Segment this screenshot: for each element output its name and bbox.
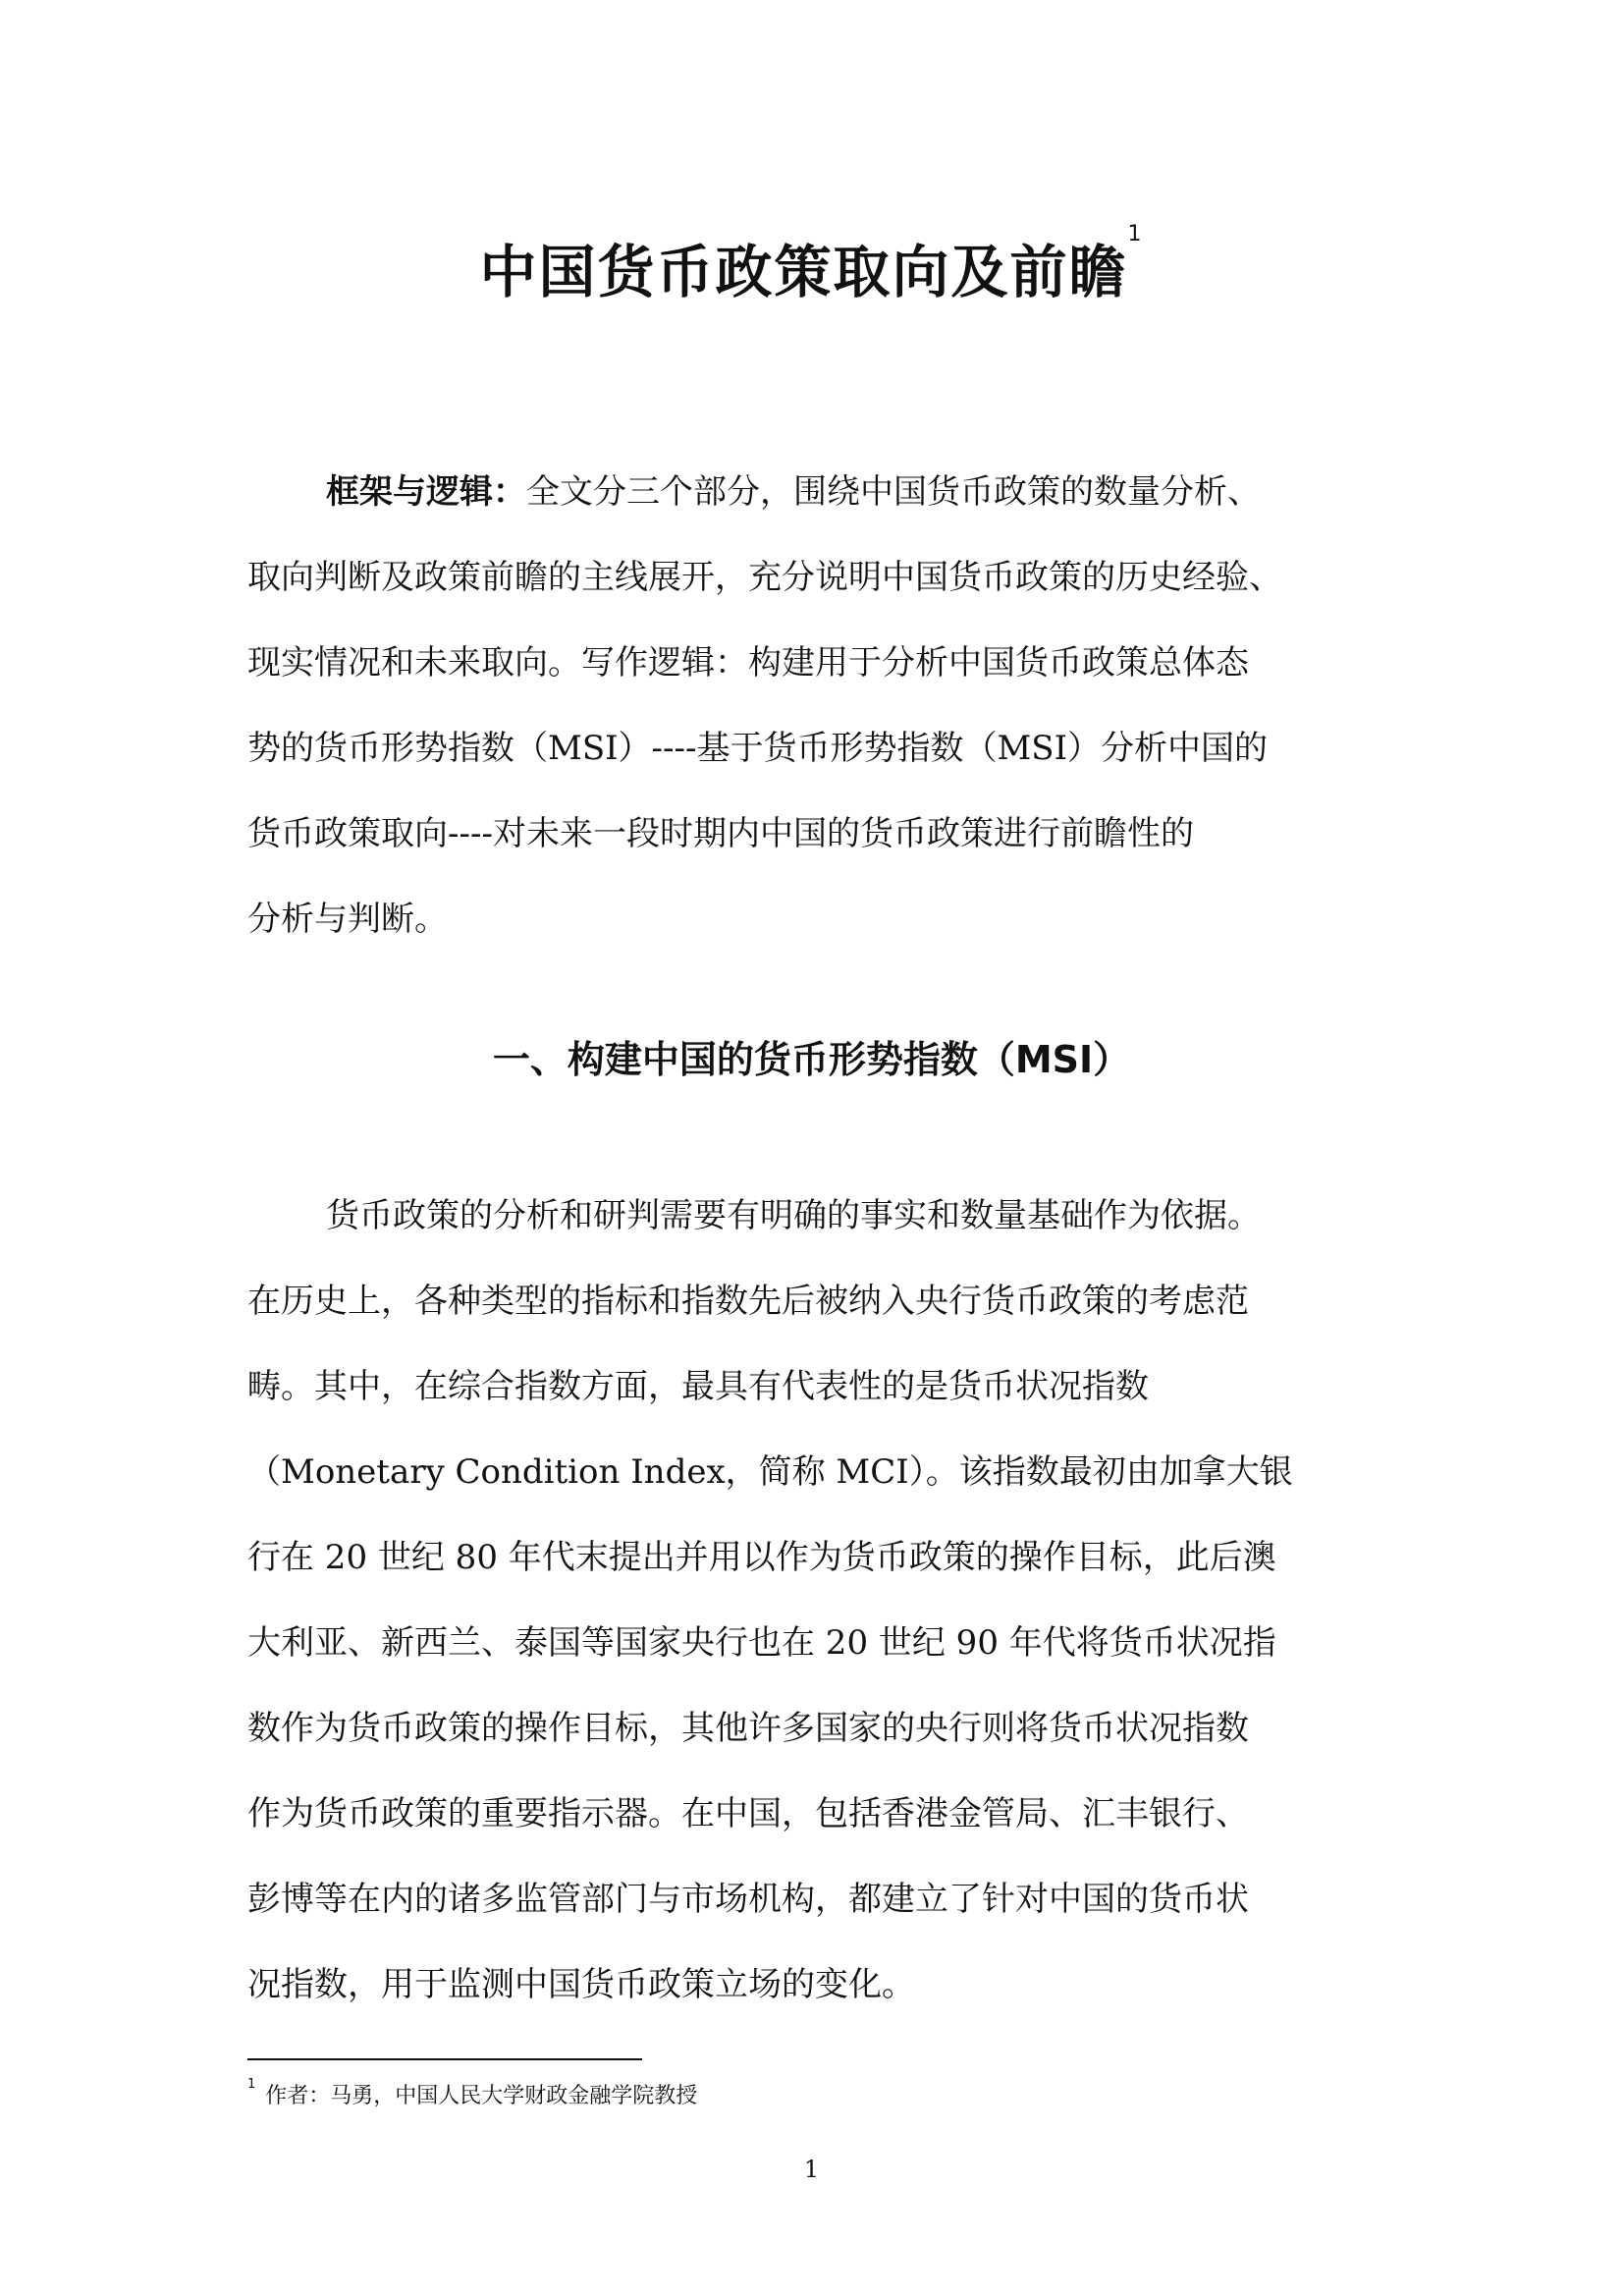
paragraph-line: 在历史上，各种类型的指标和指数先后被纳入央行货币政策的考虑范 — [247, 1282, 1249, 1321]
document-title — [0, 222, 1623, 308]
section-heading: 一、构建中国的货币形势指数（MSI） — [492, 1038, 1131, 1081]
footnote-marker: 1 — [247, 2077, 256, 2092]
paragraph-line: 行在 20 世纪 80 年代末提出并用以作为货币政策的操作目标，此后澳 — [247, 1538, 1276, 1577]
paragraph-line: 大利亚、新西兰、泰国等国家央行也在 20 世纪 90 年代将货币状况指 — [247, 1623, 1276, 1663]
paragraph-line: 现实情况和未来取向。写作逻辑：构建用于分析中国货币政策总体态 — [247, 643, 1249, 683]
paragraph-line: 货币政策的分析和研判需要有明确的事实和数量基础作为依据。 — [326, 1196, 1261, 1235]
paragraph-line: （Monetary Condition Index，简称 MCI）。该指数最初由加拿大银 — [247, 1452, 1293, 1492]
footnote-divider — [247, 2058, 642, 2060]
paragraph-line: 畴。其中，在综合指数方面，最具有代表性的是货币状况指数 — [247, 1367, 1149, 1406]
intro-line-text: 全文分三个部分，围绕中国货币政策的数量分析、 — [526, 472, 1261, 512]
paragraph-line: 分析与判断。 — [247, 900, 448, 939]
paragraph-line: 作为货币政策的重要指示器。在中国，包括香港金管局、汇丰银行、 — [247, 1794, 1249, 1833]
footnote-text: 作者：马勇，中国人民大学财政金融学院教授 — [265, 2084, 698, 2108]
paragraph-line: 数作为货币政策的操作目标，其他许多国家的央行则将货币状况指数 — [247, 1709, 1249, 1748]
paragraph-line: 取向判断及政策前瞻的主线展开，充分说明中国货币政策的历史经验、 — [247, 558, 1282, 597]
intro-lead: 框架与逻辑： — [326, 472, 526, 512]
intro-paragraph — [247, 450, 1386, 962]
paragraph-line: 势的货币形势指数（MSI）----基于货币形势指数（MSI）分析中国的 — [247, 729, 1269, 768]
body-paragraph — [247, 1174, 1386, 2028]
paragraph-line — [247, 450, 1386, 535]
footnote — [247, 2079, 697, 2109]
paragraph-line: 况指数，用于监测中国货币政策立场的变化。 — [247, 1965, 915, 2004]
title-text: 中国货币政策取向及前瞻 — [479, 239, 1128, 305]
page-number: 1 — [803, 2156, 820, 2183]
paragraph-line: 货币政策取向----对未来一段时期内中国的货币政策进行前瞻性的 — [247, 814, 1194, 853]
paragraph-line: 彭博等在内的诸多监管部门与市场机构，都建立了针对中国的货币状 — [247, 1880, 1249, 1919]
title-footnote-marker: 1 — [1127, 222, 1144, 246]
